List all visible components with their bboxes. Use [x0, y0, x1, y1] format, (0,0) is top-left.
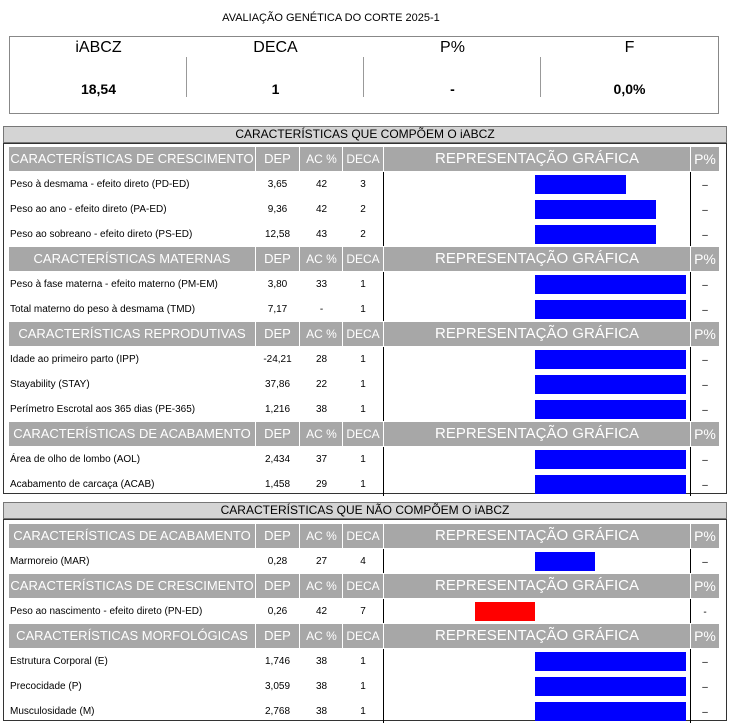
trait-dep: 3,80	[267, 279, 288, 290]
rep-left-border	[383, 347, 384, 421]
col-ac-header: AC %	[306, 579, 337, 593]
trait-ac: 38	[315, 706, 328, 717]
trait-p: –	[702, 180, 708, 191]
trait-deca: 1	[360, 279, 366, 290]
col-p-header: P%	[694, 628, 716, 644]
trait-name: Estrutura Corporal (E)	[10, 656, 108, 667]
group-header	[9, 524, 719, 548]
summary-label: DECA	[253, 39, 298, 56]
group-header	[9, 322, 719, 346]
graph-bar	[535, 350, 686, 369]
col-p-header: P%	[694, 251, 716, 267]
header-separator	[255, 147, 256, 171]
trait-deca: 1	[360, 404, 366, 415]
group-title: CARACTERÍSTICAS DE CRESCIMENTO	[10, 151, 254, 166]
trait-dep: 3,059	[264, 681, 291, 692]
col-ac-header: AC %	[306, 152, 337, 166]
group-title: CARACTERÍSTICAS DE ACABAMENTO	[13, 528, 251, 543]
trait-dep: 2,434	[264, 454, 291, 465]
table-row	[9, 549, 719, 574]
summary-deca	[187, 37, 364, 113]
col-dep-header: DEP	[264, 578, 291, 593]
summary-value: 18,54	[80, 81, 117, 97]
col-dep-header: DEP	[264, 151, 291, 166]
header-separator	[255, 624, 256, 648]
header-separator	[255, 422, 256, 446]
header-separator	[255, 574, 256, 598]
col-rep-header: REPRESENTAÇÃO GRÁFICA	[435, 150, 639, 167]
rep-left-border	[383, 447, 384, 496]
header-separator	[342, 247, 343, 271]
trait-deca: 1	[360, 706, 366, 717]
trait-name: Peso ao nascimento - efeito direto (PN-ED)	[10, 606, 203, 617]
graph-bar	[475, 602, 535, 621]
col-ac-header: AC %	[306, 529, 337, 543]
trait-ac: 38	[315, 656, 328, 667]
header-separator	[299, 524, 300, 548]
trait-p: –	[702, 557, 708, 568]
trait-ac: 43	[315, 229, 328, 240]
trait-deca: 3	[360, 179, 366, 190]
trait-ac: 27	[315, 556, 328, 567]
trait-ac: 42	[315, 204, 328, 215]
header-separator	[690, 524, 691, 548]
rep-right-border	[690, 447, 691, 496]
col-deca-header: DECA	[346, 629, 380, 643]
header-separator	[690, 422, 691, 446]
col-deca-header: DECA	[346, 252, 380, 266]
col-dep-header: DEP	[264, 326, 291, 341]
group-title: CARACTERÍSTICAS MATERNAS	[33, 251, 231, 266]
graph-bar	[535, 552, 595, 571]
group-header	[9, 147, 719, 171]
graph-bar	[535, 175, 626, 194]
group-title: CARACTERÍSTICAS MORFOLÓGICAS	[16, 628, 248, 643]
trait-name: Peso ao ano - efeito direto (PA-ED)	[10, 204, 167, 215]
trait-dep: -24,21	[263, 354, 292, 365]
col-rep-header: REPRESENTAÇÃO GRÁFICA	[435, 577, 639, 594]
table-row	[9, 297, 719, 322]
rep-right-border	[690, 649, 691, 723]
rep-right-border	[690, 172, 691, 246]
col-rep-header: REPRESENTAÇÃO GRÁFICA	[435, 425, 639, 442]
col-dep-header: DEP	[264, 426, 291, 441]
section-title-non-iabcz: CARACTERÍSTICAS QUE NÃO COMPÕEM O iABCZ	[3, 502, 727, 519]
header-separator	[383, 574, 384, 598]
summary-label: P%	[440, 39, 465, 56]
trait-p: –	[702, 280, 708, 291]
graph-bar	[535, 475, 686, 494]
header-separator	[299, 624, 300, 648]
header-separator	[690, 322, 691, 346]
col-ac-header: AC %	[306, 327, 337, 341]
group-header	[9, 422, 719, 446]
header-separator	[383, 147, 384, 171]
col-deca-header: DECA	[346, 327, 380, 341]
header-separator	[255, 524, 256, 548]
table-row	[9, 372, 719, 397]
col-rep-header: REPRESENTAÇÃO GRÁFICA	[435, 250, 639, 267]
group-header	[9, 624, 719, 648]
trait-dep: 1,746	[264, 656, 291, 667]
graph-bar	[535, 652, 686, 671]
col-p-header: P%	[694, 426, 716, 442]
col-deca-header: DECA	[346, 427, 380, 441]
trait-name: Peso à fase materna - efeito materno (PM-EM)	[10, 279, 218, 290]
col-dep-header: DEP	[264, 251, 291, 266]
report-title: AVALIAÇÃO GENÉTICA DO CORTE 2025-1	[222, 12, 440, 24]
graph-bar	[535, 200, 656, 219]
col-rep-header: REPRESENTAÇÃO GRÁFICA	[435, 527, 639, 544]
trait-deca: 1	[360, 656, 366, 667]
col-dep-header: DEP	[264, 528, 291, 543]
trait-dep: 12,58	[264, 229, 291, 240]
trait-p: –	[702, 455, 708, 466]
trait-ac: 38	[315, 404, 328, 415]
col-p-header: P%	[694, 578, 716, 594]
header-separator	[690, 574, 691, 598]
trait-ac: 28	[315, 354, 328, 365]
summary-label: F	[624, 39, 635, 56]
rep-left-border	[383, 549, 384, 573]
header-separator	[255, 322, 256, 346]
table-row	[9, 649, 719, 674]
summary-panel	[9, 36, 719, 114]
graph-bar	[535, 400, 686, 419]
group-header	[9, 247, 719, 271]
trait-name: Perímetro Escrotal aos 365 dias (PE-365)	[10, 404, 196, 415]
trait-name: Musculosidade (M)	[10, 706, 95, 717]
trait-dep: 1,458	[264, 479, 291, 490]
summary-f	[541, 37, 718, 113]
rep-left-border	[383, 172, 384, 246]
trait-name: Peso ao sobreano - efeito direto (PS-ED)	[10, 229, 193, 240]
graph-bar	[535, 275, 686, 294]
group-header	[9, 574, 719, 598]
summary-value: 0,0%	[613, 81, 646, 97]
section-title-iabcz: CARACTERÍSTICAS QUE COMPÕEM O iABCZ	[3, 126, 727, 143]
trait-name: Idade ao primeiro parto (IPP)	[10, 354, 139, 365]
trait-deca: 4	[360, 556, 366, 567]
header-separator	[383, 322, 384, 346]
table-row	[9, 397, 719, 422]
col-deca-header: DECA	[346, 152, 380, 166]
trait-dep: 1,216	[264, 404, 291, 415]
header-separator	[342, 422, 343, 446]
group-title: CARACTERÍSTICAS DE CRESCIMENTO	[10, 578, 254, 593]
graph-bar	[535, 375, 686, 394]
graph-bar	[535, 225, 656, 244]
summary-value: -	[450, 81, 455, 97]
trait-p: –	[702, 707, 708, 718]
trait-deca: 1	[360, 354, 366, 365]
rep-right-border	[690, 549, 691, 573]
header-separator	[299, 147, 300, 171]
trait-dep: 7,17	[267, 304, 288, 315]
rep-right-border	[690, 599, 691, 623]
header-separator	[342, 574, 343, 598]
col-deca-header: DECA	[346, 529, 380, 543]
graph-bar	[535, 702, 686, 721]
trait-dep: 3,65	[267, 179, 288, 190]
header-separator	[342, 147, 343, 171]
summary-iabcz	[10, 37, 187, 113]
header-separator	[342, 524, 343, 548]
header-separator	[299, 422, 300, 446]
trait-name: Marmoreio (MAR)	[10, 556, 90, 567]
table-row	[9, 472, 719, 497]
graph-bar	[535, 450, 686, 469]
trait-p: –	[702, 405, 708, 416]
trait-p: –	[702, 355, 708, 366]
header-separator	[383, 524, 384, 548]
table-row	[9, 272, 719, 297]
rep-left-border	[383, 272, 384, 321]
header-separator	[342, 322, 343, 346]
table-row	[9, 599, 719, 624]
trait-name: Acabamento de carcaça (ACAB)	[10, 479, 155, 490]
trait-dep: 37,86	[264, 379, 291, 390]
col-ac-header: AC %	[306, 629, 337, 643]
trait-ac: 38	[315, 681, 328, 692]
trait-dep: 0,26	[267, 606, 288, 617]
trait-deca: 2	[360, 229, 366, 240]
header-separator	[299, 574, 300, 598]
col-p-header: P%	[694, 326, 716, 342]
trait-name: Precocidade (P)	[10, 681, 82, 692]
graph-bar	[535, 677, 686, 696]
table-row	[9, 674, 719, 699]
trait-ac: 42	[315, 179, 328, 190]
trait-name: Total materno do peso à desmama (TMD)	[10, 304, 196, 315]
trait-p: –	[702, 205, 708, 216]
header-separator	[690, 247, 691, 271]
col-rep-header: REPRESENTAÇÃO GRÁFICA	[435, 627, 639, 644]
col-deca-header: DECA	[346, 579, 380, 593]
table-row	[9, 197, 719, 222]
trait-ac: 22	[315, 379, 328, 390]
trait-deca: 1	[360, 479, 366, 490]
col-p-header: P%	[694, 528, 716, 544]
summary-label: iABCZ	[75, 39, 122, 56]
trait-dep: 2,768	[264, 706, 291, 717]
trait-p: –	[702, 230, 708, 241]
trait-name: Stayability (STAY)	[10, 379, 90, 390]
trait-dep: 0,28	[267, 556, 288, 567]
header-separator	[299, 322, 300, 346]
header-separator	[383, 422, 384, 446]
trait-ac: 37	[315, 454, 328, 465]
trait-ac: 42	[315, 606, 328, 617]
trait-deca: 1	[360, 454, 366, 465]
trait-deca: 1	[360, 681, 366, 692]
col-p-header: P%	[694, 151, 716, 167]
col-dep-header: DEP	[264, 628, 291, 643]
header-separator	[690, 147, 691, 171]
header-separator	[342, 624, 343, 648]
col-ac-header: AC %	[306, 252, 337, 266]
trait-deca: 1	[360, 304, 366, 315]
trait-p: –	[702, 480, 708, 491]
trait-p: –	[702, 682, 708, 693]
summary-p	[364, 37, 541, 113]
rep-right-border	[690, 347, 691, 421]
trait-deca: 2	[360, 204, 366, 215]
rep-left-border	[383, 649, 384, 723]
table-row	[9, 222, 719, 247]
trait-ac: 29	[315, 479, 328, 490]
trait-dep: 9,36	[267, 204, 288, 215]
col-rep-header: REPRESENTAÇÃO GRÁFICA	[435, 325, 639, 342]
table-row	[9, 699, 719, 724]
col-ac-header: AC %	[306, 427, 337, 441]
trait-p: –	[702, 657, 708, 668]
trait-deca: 7	[360, 606, 366, 617]
header-separator	[255, 247, 256, 271]
trait-name: Área de olho de lombo (AOL)	[10, 454, 141, 465]
table-row	[9, 447, 719, 472]
trait-ac: 33	[315, 279, 328, 290]
header-separator	[383, 247, 384, 271]
graph-bar	[535, 300, 686, 319]
trait-p: –	[702, 305, 708, 316]
rep-left-border	[383, 599, 384, 623]
table-row	[9, 172, 719, 197]
table-row	[9, 347, 719, 372]
header-separator	[383, 624, 384, 648]
trait-p: -	[703, 607, 707, 618]
trait-ac: -	[319, 304, 324, 315]
rep-right-border	[690, 272, 691, 321]
summary-value: 1	[271, 81, 280, 97]
group-title: CARACTERÍSTICAS REPRODUTIVAS	[18, 326, 246, 341]
trait-deca: 1	[360, 379, 366, 390]
header-separator	[299, 247, 300, 271]
trait-name: Peso à desmama - efeito direto (PD-ED)	[10, 179, 190, 190]
header-separator	[690, 624, 691, 648]
trait-p: –	[702, 380, 708, 391]
group-title: CARACTERÍSTICAS DE ACABAMENTO	[13, 426, 251, 441]
